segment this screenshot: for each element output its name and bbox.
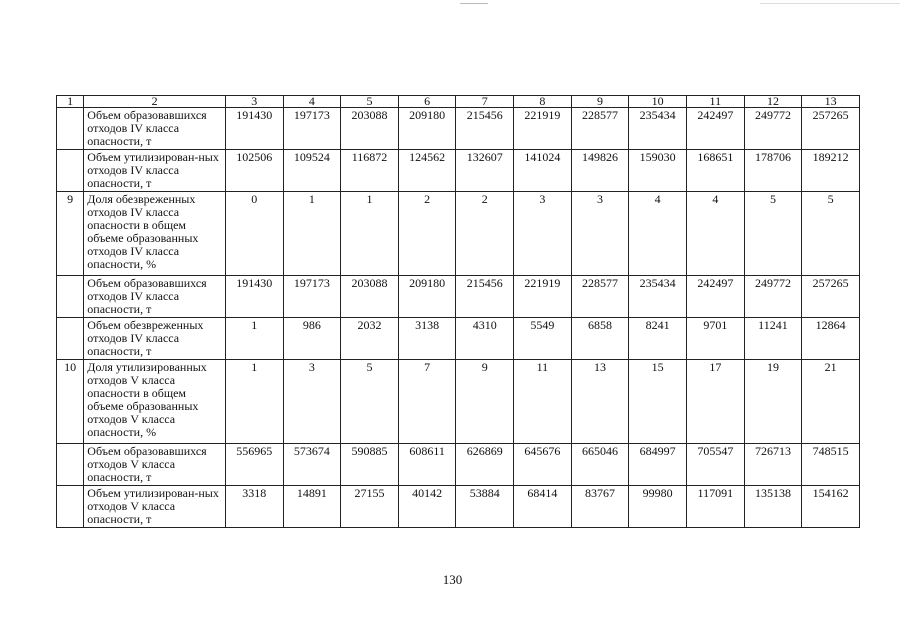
value-cell: 684997: [629, 444, 687, 486]
value-cell: 11241: [744, 318, 802, 360]
value-cell: 215456: [456, 276, 514, 318]
value-cell: 116872: [341, 150, 399, 192]
value-cell: 203088: [341, 276, 399, 318]
value-cell: 3: [571, 192, 629, 276]
value-cell: 189212: [802, 150, 860, 192]
value-cell: 1: [225, 360, 283, 444]
value-cell: 3: [514, 192, 572, 276]
value-cell: 3: [283, 360, 341, 444]
value-cell: 19: [744, 360, 802, 444]
column-number-header: 6: [398, 96, 456, 108]
value-cell: 124562: [398, 150, 456, 192]
table-row: [57, 360, 860, 444]
value-cell: 40142: [398, 486, 456, 528]
table-row: [57, 192, 860, 276]
table-row: [57, 150, 860, 192]
value-cell: 7: [398, 360, 456, 444]
value-cell: 4: [629, 192, 687, 276]
column-number-header: 9: [571, 96, 629, 108]
value-cell: 5: [802, 192, 860, 276]
value-cell: 132607: [456, 150, 514, 192]
value-cell: 2: [398, 192, 456, 276]
table-row: [57, 318, 860, 360]
value-cell: 209180: [398, 276, 456, 318]
value-cell: 3318: [225, 486, 283, 528]
value-cell: 191430: [225, 276, 283, 318]
value-cell: 705547: [687, 444, 745, 486]
value-cell: 257265: [802, 108, 860, 150]
value-cell: 228577: [571, 276, 629, 318]
value-cell: 5: [341, 360, 399, 444]
value-cell: 17: [687, 360, 745, 444]
value-cell: 5: [744, 192, 802, 276]
value-cell: 168651: [687, 150, 745, 192]
value-cell: 5549: [514, 318, 572, 360]
value-cell: 249772: [744, 276, 802, 318]
value-cell: 197173: [283, 276, 341, 318]
value-cell: 8241: [629, 318, 687, 360]
value-cell: 573674: [283, 444, 341, 486]
scan-artifact-top: [460, 3, 488, 4]
table-row: [57, 486, 860, 528]
value-cell: 590885: [341, 444, 399, 486]
value-cell: 986: [283, 318, 341, 360]
value-cell: 135138: [744, 486, 802, 528]
indicator-description-cell: Доля обезвреженных отходов IV класса опасности в общем объеме образованных отходов IV класса опасности, %: [84, 192, 226, 276]
table-row: [57, 108, 860, 150]
value-cell: 0: [225, 192, 283, 276]
value-cell: 102506: [225, 150, 283, 192]
column-number-header: 2: [84, 96, 226, 108]
row-number-cell: [57, 444, 84, 486]
value-cell: 209180: [398, 108, 456, 150]
column-number-header: 1: [57, 96, 84, 108]
column-number-header: 3: [225, 96, 283, 108]
row-number-cell: 9: [57, 192, 84, 276]
value-cell: 15: [629, 360, 687, 444]
value-cell: 21: [802, 360, 860, 444]
value-cell: 159030: [629, 150, 687, 192]
value-cell: 1: [283, 192, 341, 276]
indicator-description-cell: Объем образовавшихся отходов V класса опасности, т: [84, 444, 226, 486]
value-cell: 242497: [687, 276, 745, 318]
scan-artifact-top-right: [760, 3, 900, 4]
value-cell: 608611: [398, 444, 456, 486]
value-cell: 748515: [802, 444, 860, 486]
column-number-header: 4: [283, 96, 341, 108]
table-header-row: [57, 96, 860, 108]
data-table: [56, 95, 860, 528]
value-cell: 191430: [225, 108, 283, 150]
value-cell: 645676: [514, 444, 572, 486]
value-cell: 99980: [629, 486, 687, 528]
column-number-header: 11: [687, 96, 745, 108]
value-cell: 228577: [571, 108, 629, 150]
value-cell: 556965: [225, 444, 283, 486]
indicator-description-cell: Объем утилизирован-ных отходов IV класса опасности, т: [84, 150, 226, 192]
value-cell: 83767: [571, 486, 629, 528]
value-cell: 9701: [687, 318, 745, 360]
indicator-description-cell: Объем утилизирован-ных отходов V класса опасности, т: [84, 486, 226, 528]
column-number-header: 12: [744, 96, 802, 108]
value-cell: 257265: [802, 276, 860, 318]
page-number: 130: [442, 572, 463, 587]
value-cell: 242497: [687, 108, 745, 150]
value-cell: 53884: [456, 486, 514, 528]
value-cell: 178706: [744, 150, 802, 192]
column-number-header: 7: [456, 96, 514, 108]
value-cell: 2: [456, 192, 514, 276]
value-cell: 221919: [514, 108, 572, 150]
value-cell: 3138: [398, 318, 456, 360]
row-number-cell: [57, 150, 84, 192]
column-number-header: 8: [514, 96, 572, 108]
table-row: [57, 444, 860, 486]
column-number-header: 13: [802, 96, 860, 108]
row-number-cell: [57, 108, 84, 150]
value-cell: 109524: [283, 150, 341, 192]
indicator-description-cell: Объем обезвреженных отходов IV класса опасности, т: [84, 318, 226, 360]
value-cell: 235434: [629, 108, 687, 150]
value-cell: 1: [341, 192, 399, 276]
value-cell: 235434: [629, 276, 687, 318]
value-cell: 117091: [687, 486, 745, 528]
value-cell: 1: [225, 318, 283, 360]
indicator-description-cell: Объем образовавшихся отходов IV класса опасности, т: [84, 108, 226, 150]
value-cell: 27155: [341, 486, 399, 528]
value-cell: 4310: [456, 318, 514, 360]
value-cell: 14891: [283, 486, 341, 528]
value-cell: 203088: [341, 108, 399, 150]
table-row: [57, 276, 860, 318]
value-cell: 11: [514, 360, 572, 444]
value-cell: 626869: [456, 444, 514, 486]
value-cell: 665046: [571, 444, 629, 486]
value-cell: 215456: [456, 108, 514, 150]
value-cell: 221919: [514, 276, 572, 318]
row-number-cell: [57, 276, 84, 318]
value-cell: 149826: [571, 150, 629, 192]
column-number-header: 5: [341, 96, 399, 108]
row-number-cell: 10: [57, 360, 84, 444]
value-cell: 68414: [514, 486, 572, 528]
value-cell: 6858: [571, 318, 629, 360]
value-cell: 141024: [514, 150, 572, 192]
value-cell: 726713: [744, 444, 802, 486]
value-cell: 197173: [283, 108, 341, 150]
indicator-description-cell: Доля утилизированных отходов V класса опасности в общем объеме образованных отходов V класса опасности, %: [84, 360, 226, 444]
value-cell: 9: [456, 360, 514, 444]
value-cell: 154162: [802, 486, 860, 528]
indicator-description-cell: Объем образовавшихся отходов IV класса опасности, т: [84, 276, 226, 318]
value-cell: 13: [571, 360, 629, 444]
row-number-cell: [57, 318, 84, 360]
value-cell: 12864: [802, 318, 860, 360]
value-cell: 2032: [341, 318, 399, 360]
row-number-cell: [57, 486, 84, 528]
value-cell: 4: [687, 192, 745, 276]
column-number-header: 10: [629, 96, 687, 108]
value-cell: 249772: [744, 108, 802, 150]
